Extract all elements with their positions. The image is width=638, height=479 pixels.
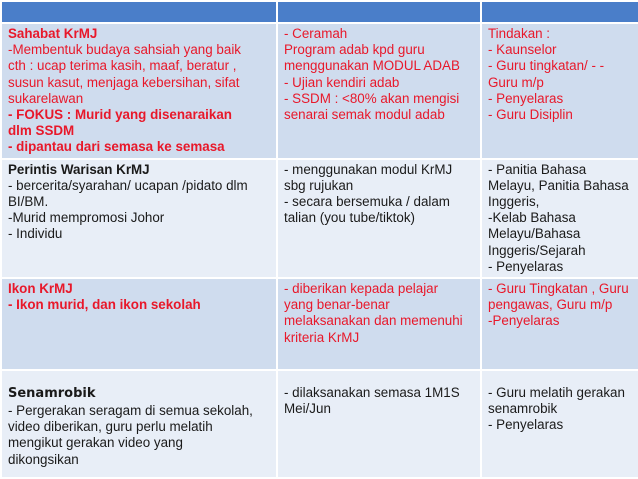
activity-line: senarai semak modul adab	[284, 107, 445, 123]
program-line: -Membentuk budaya sahsiah yang baik	[8, 42, 241, 58]
responsible-cell	[481, 278, 638, 370]
responsible-cell	[481, 159, 638, 278]
activity-line: - Ceramah	[284, 26, 348, 41]
responsible-line: - Guru Disiplin	[488, 107, 573, 123]
table-row	[1, 278, 638, 370]
responsible-line: Tindakan :	[488, 26, 551, 41]
activity-line: menggunakan MODUL ADAB	[284, 58, 460, 74]
responsible-line: - Penyelaras	[488, 90, 564, 106]
table-row	[1, 23, 638, 159]
responsible-line: -Kelab Bahasa	[488, 210, 576, 226]
activity-line: - diberikan kepada pelajar	[284, 281, 439, 297]
activity-line: melaksanakan dan memenuhi	[284, 313, 463, 329]
responsible-line: -Penyelaras	[488, 313, 560, 329]
activity-line: - menggunakan modul KrMJ	[284, 161, 453, 177]
program-line: susun kasut, menjaga kebersihan, sifat	[8, 74, 240, 90]
activity-line: yang benar-benar	[284, 297, 390, 313]
activity-line: sbg rujukan	[284, 177, 354, 193]
activity-line: talian (you tube/tiktok)	[284, 210, 415, 226]
program-line: -Murid mempromosi Johor	[8, 210, 165, 226]
program-line: cth : ucap terima kasih, maaf, beratur ,	[8, 58, 237, 74]
responsible-cell	[481, 370, 638, 478]
activity-cell	[277, 370, 481, 478]
table-row	[1, 159, 638, 278]
program-title: Ikon KrMJ	[8, 281, 73, 297]
activity-cell	[277, 278, 481, 370]
program-line: BI/BM.	[8, 194, 49, 210]
program-line: dikongsikan	[8, 451, 79, 467]
program-line: - Pergerakan seragam di semua sekolah,	[8, 403, 253, 419]
program-focus-line: dlm SSDM	[8, 123, 75, 139]
activity-line: - Ujian kendiri adab	[284, 74, 400, 90]
activity-cell	[277, 23, 481, 159]
responsible-cell	[481, 23, 638, 159]
program-focus-line: - dipantau dari semasa ke semasa	[8, 139, 225, 155]
activity-cell	[277, 159, 481, 278]
activity-line: - dilaksanakan semasa 1M1S	[284, 385, 460, 401]
table-header-row	[1, 1, 638, 23]
responsible-line: - Kaunselor	[488, 42, 557, 58]
responsible-line: - Guru tingkatan/ - -	[488, 58, 605, 74]
program-title: Perintis Warisan KrMJ	[8, 161, 150, 177]
program-cell	[1, 23, 277, 159]
header-cell	[481, 1, 638, 23]
program-line: - bercerita/syarahan/ ucapan /pidato dlm	[8, 177, 248, 193]
responsible-line: Melayu, Panitia Bahasa	[488, 177, 629, 193]
activity-line: Program adab kpd guru	[284, 42, 425, 58]
header-cell	[277, 1, 481, 23]
responsible-line: Inggeris/Sejarah	[488, 242, 586, 258]
program-title: Senamrobik	[8, 386, 96, 402]
program-focus-line: - FOKUS : Murid yang disenaraikan	[8, 107, 232, 123]
responsible-line: - Guru Tingkatan , Guru	[488, 281, 629, 297]
activity-line: - secara bersemuka / dalam	[284, 194, 450, 210]
program-cell	[1, 159, 277, 278]
responsible-line: - Panitia Bahasa	[488, 161, 587, 177]
program-cell	[1, 370, 277, 478]
activity-line: kriteria KrMJ	[284, 329, 360, 345]
program-cell	[1, 278, 277, 370]
responsible-line: Inggeris,	[488, 194, 540, 210]
responsible-line: Melayu/Bahasa	[488, 226, 581, 242]
program-line: - Individu	[8, 226, 63, 242]
program-title: Sahabat KrMJ	[8, 26, 98, 41]
program-focus-line: - Ikon murid, dan ikon sekolah	[8, 297, 201, 313]
responsible-line: pengawas, Guru m/p	[488, 297, 613, 313]
activity-line: - SSDM : <80% akan mengisi	[284, 90, 460, 106]
header-cell	[1, 1, 277, 23]
responsible-line: senamrobik	[488, 401, 558, 417]
responsible-line: Guru m/p	[488, 74, 544, 90]
table-row	[1, 370, 638, 478]
program-line: video diberikan, guru perlu melatih	[8, 419, 213, 435]
program-line: sukarelawan	[8, 90, 84, 106]
responsible-line: - Guru melatih gerakan	[488, 385, 625, 401]
activity-line: Mei/Jun	[284, 401, 331, 417]
program-line: mengikut gerakan video yang	[8, 435, 183, 451]
responsible-line: - Penyelaras	[488, 417, 564, 433]
responsible-line: - Penyelaras	[488, 258, 564, 274]
